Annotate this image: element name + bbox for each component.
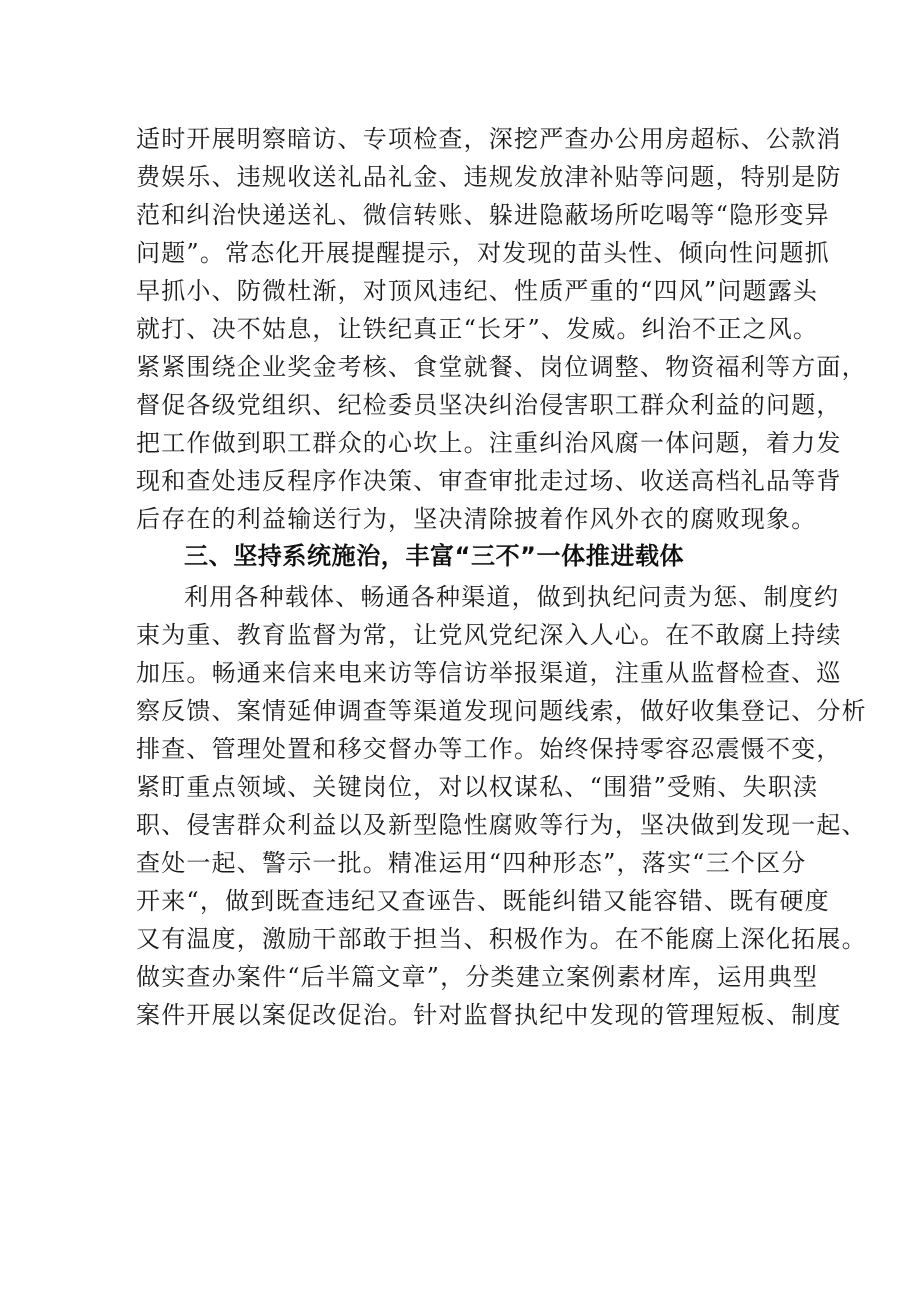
- body-text-line: 适时开展明察暗访、专项检查，深挖严查办公用房超标、公款消: [136, 125, 842, 153]
- body-text-line: 职、侵害群众利益以及新型隐性腐败等行为，坚决做到发现一起、: [136, 811, 867, 839]
- body-text-line: 问题”。常态化开展提醒提示，对发现的苗头性、倾向性问题抓: [136, 239, 830, 267]
- body-text-line: 后存在的利益输送行为，坚决清除披着作风外衣的腐败现象。: [136, 505, 817, 533]
- body-text-line: 就打、决不姑息，让铁纪真正“长牙”、发威。纠治不正之风。: [136, 315, 819, 343]
- body-text-line: 利用各种载体、畅通各种渠道，做到执纪问责为惩、制度约: [184, 583, 840, 611]
- body-text-line: 早抓小、防微杜渐，对顶风违纪、性质严重的“四风”问题露头: [136, 277, 819, 305]
- body-text-line: 排查、管理处置和移交督办等工作。始终保持零容忍震慑不变，: [136, 735, 842, 763]
- body-text-line: 察反馈、案情延伸调查等渠道发现问题线索，做好收集登记、分析: [136, 697, 867, 725]
- body-text-line: 范和纠治快递送礼、微信转账、躲进隐蔽场所吃喝等“隐形变异: [136, 201, 830, 229]
- body-text-line: 束为重、教育监督为常，让党风党纪深入人心。在不敢腐上持续: [136, 621, 842, 649]
- body-text-line: 加压。畅通来信来电来访等信访举报渠道，注重从监督检查、巡: [136, 659, 842, 687]
- body-text-line: 又有温度，激励干部敢于担当、积极作为。在不能腐上深化拓展。: [136, 925, 867, 953]
- body-text-line: 把工作做到职工群众的心坎上。注重纠治风腐一体问题，着力发: [136, 429, 842, 457]
- body-text-line: 费娱乐、违规收送礼品礼金、违规发放津补贴等问题，特别是防: [136, 163, 842, 191]
- section-heading: 三、坚持系统施治，丰富“三不”一体推进载体: [184, 542, 685, 570]
- body-text-line: 现和查处违反程序作决策、审查审批走过场、收送高档礼品等背: [136, 467, 842, 495]
- body-text-line: 督促各级党组织、纪检委员坚决纠治侵害职工群众利益的问题，: [136, 391, 842, 419]
- body-text-line: 开来“，做到既查违纪又查诬告、既能纠错又能容错、既有硬度: [136, 887, 830, 915]
- body-text-line: 做实查办案件“后半篇文章”，分类建立案例素材库，运用典型: [136, 963, 819, 991]
- body-text-line: 紧紧围绕企业奖金考核、食堂就餐、岗位调整、物资福利等方面，: [136, 353, 867, 381]
- body-text-line: 紧盯重点领域、关键岗位，对以权谋私、“围猎”受贿、失职渎: [136, 773, 819, 801]
- body-text-line: 查处一起、警示一批。精准运用“四种形态”，落实“三个区分: [136, 849, 807, 877]
- body-text-line: 案件开展以案促改促治。针对监督执纪中发现的管理短板、制度: [136, 1001, 842, 1029]
